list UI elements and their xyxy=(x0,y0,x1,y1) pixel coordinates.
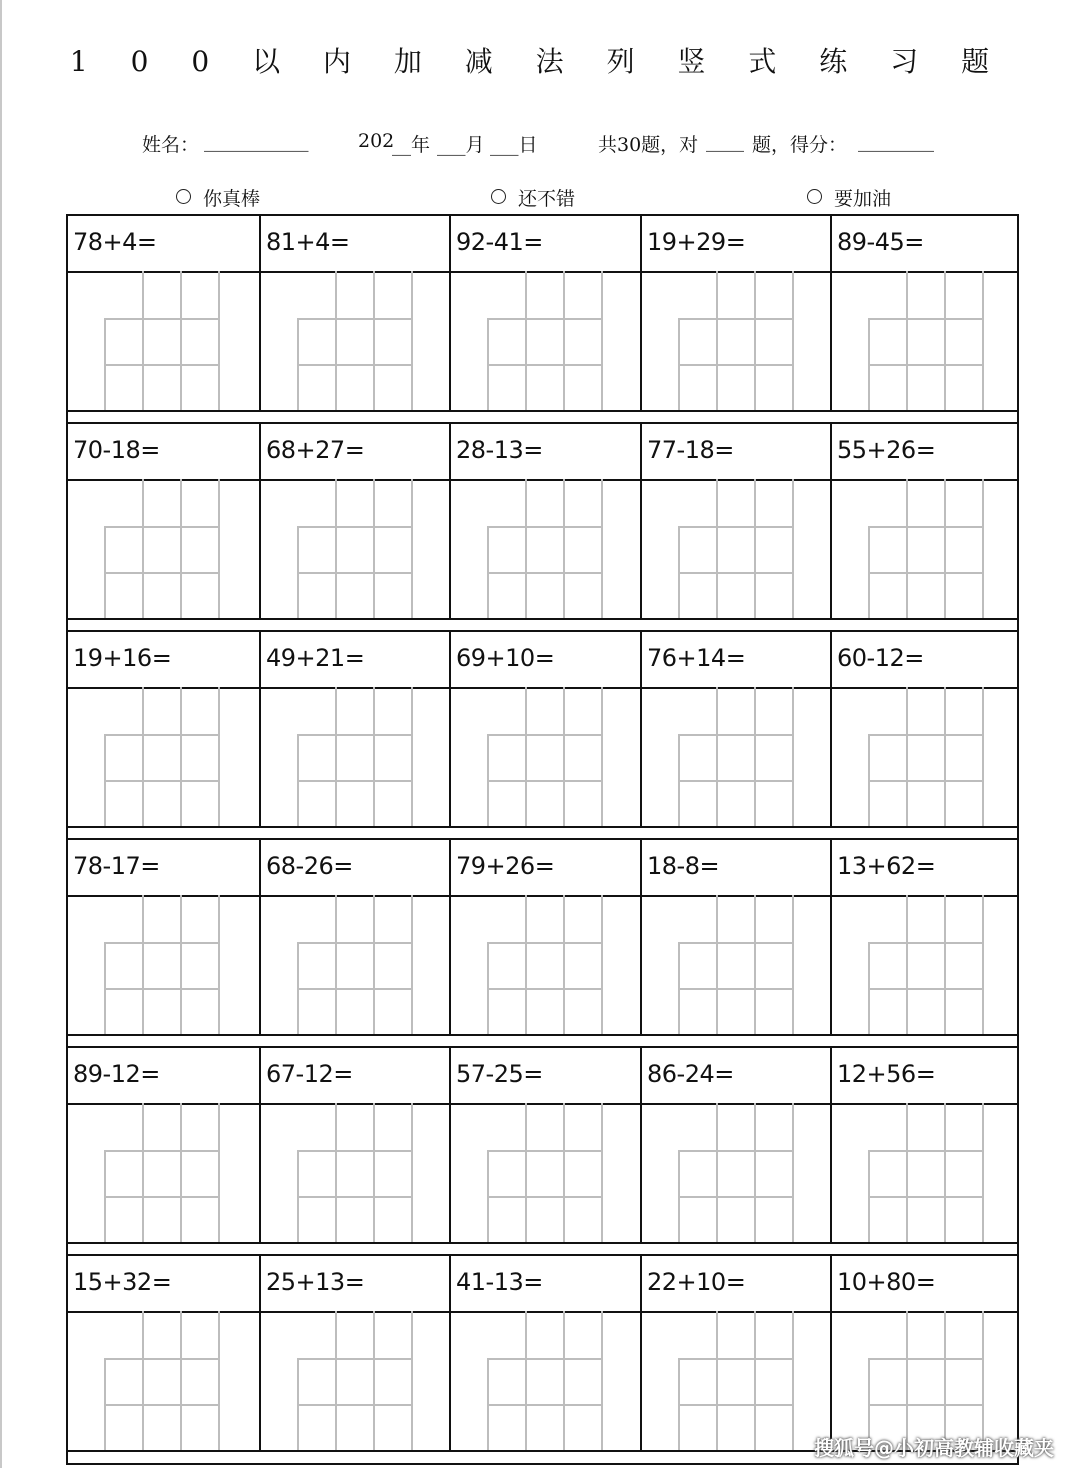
problem-cell xyxy=(640,1048,831,1242)
practice-grid-line xyxy=(487,1404,603,1406)
problem-expression: 28-13= xyxy=(456,436,543,464)
practice-grid-line xyxy=(411,687,413,826)
practice-grid-line xyxy=(487,780,603,782)
practice-grid-line xyxy=(487,1196,603,1198)
practice-grid-line xyxy=(678,572,794,574)
problem-cell xyxy=(830,840,1021,1034)
rating-great xyxy=(176,184,260,211)
practice-grid-line xyxy=(982,1311,984,1450)
practice-grid-line xyxy=(678,364,794,366)
problem-cell xyxy=(449,632,640,826)
practice-grid-line xyxy=(563,271,565,410)
practice-grid-line xyxy=(297,526,413,528)
practice-grid-line xyxy=(944,1103,946,1242)
correct-blank: ____ xyxy=(706,130,744,152)
practice-grid-line xyxy=(754,895,756,1034)
problem-cell xyxy=(68,216,259,410)
practice-grid-line xyxy=(218,687,220,826)
practice-grid-line xyxy=(868,1404,984,1406)
practice-grid-line xyxy=(104,734,220,736)
practice-grid-line xyxy=(982,479,984,618)
block-bottom-rule xyxy=(68,618,1017,620)
rating-try-harder xyxy=(807,184,891,211)
problem-expression: 41-13= xyxy=(456,1268,543,1296)
practice-grid-line xyxy=(218,1311,220,1450)
problem-cell xyxy=(640,216,831,410)
practice-grid-line xyxy=(868,988,984,990)
problem-cell xyxy=(68,632,259,826)
problem-expression: 92-41= xyxy=(456,228,543,256)
problem-cell xyxy=(830,1256,1021,1450)
problem-expression: 78+4= xyxy=(73,228,157,256)
practice-grid-line xyxy=(678,734,794,736)
practice-grid-line xyxy=(180,1103,182,1242)
problem-expression: 10+80= xyxy=(837,1268,936,1296)
practice-grid-line xyxy=(716,479,718,618)
problem-cell xyxy=(830,1048,1021,1242)
problem-cell xyxy=(449,216,640,410)
practice-grid-line xyxy=(411,1311,413,1450)
month-label: ___月 xyxy=(437,134,485,156)
practice-grid-line xyxy=(297,1404,413,1406)
practice-grid-line xyxy=(487,318,603,320)
problem-expression: 79+26= xyxy=(456,852,555,880)
practice-grid-line xyxy=(563,895,565,1034)
practice-grid-line xyxy=(335,895,337,1034)
practice-grid-line xyxy=(601,687,603,826)
problem-cell xyxy=(830,424,1021,618)
practice-grid-line xyxy=(142,1311,144,1450)
practice-grid-line xyxy=(373,1103,375,1242)
practice-grid-line xyxy=(906,1103,908,1242)
practice-grid-line xyxy=(104,318,220,320)
problem-expression: 76+14= xyxy=(647,644,746,672)
circle-icon xyxy=(807,189,822,204)
practice-grid-line xyxy=(180,895,182,1034)
practice-grid-line xyxy=(678,780,794,782)
practice-grid-line xyxy=(678,988,794,990)
practice-grid-line xyxy=(335,687,337,826)
rating-great-label: 你真棒 xyxy=(203,188,261,210)
practice-grid-line xyxy=(218,271,220,410)
practice-grid-line xyxy=(906,895,908,1034)
practice-grid-line xyxy=(944,687,946,826)
practice-grid-line xyxy=(180,1311,182,1450)
problem-cell xyxy=(259,840,450,1034)
problem-block xyxy=(68,632,1017,826)
practice-grid-line xyxy=(868,942,984,944)
circle-icon xyxy=(491,189,506,204)
practice-grid-line xyxy=(525,479,527,618)
practice-grid-line xyxy=(601,1311,603,1450)
practice-grid-line xyxy=(716,687,718,826)
score-blank: ________ xyxy=(858,130,934,152)
problem-cell xyxy=(830,216,1021,410)
problem-block xyxy=(68,1256,1017,1450)
practice-grid-line xyxy=(906,687,908,826)
problem-cell xyxy=(259,216,450,410)
problem-block xyxy=(68,216,1017,410)
practice-grid-line xyxy=(297,780,413,782)
practice-grid-line xyxy=(373,271,375,410)
practice-grid-line xyxy=(142,479,144,618)
practice-grid-line xyxy=(944,1311,946,1450)
practice-grid-line xyxy=(104,526,220,528)
practice-grid-line xyxy=(297,1196,413,1198)
practice-grid-line xyxy=(373,687,375,826)
practice-grid-line xyxy=(868,1150,984,1152)
practice-grid-line xyxy=(525,1103,527,1242)
rating-good-label: 还不错 xyxy=(518,188,576,210)
rating-good xyxy=(491,184,575,211)
problem-block xyxy=(68,424,1017,618)
correct-suffix: 题，得分： xyxy=(752,134,848,156)
practice-grid-line xyxy=(335,479,337,618)
problem-expression: 89-12= xyxy=(73,1060,160,1088)
practice-grid-line xyxy=(297,364,413,366)
practice-grid-line xyxy=(411,1103,413,1242)
practice-grid-line xyxy=(982,271,984,410)
practice-grid-line xyxy=(563,479,565,618)
problem-expression: 18-8= xyxy=(647,852,720,880)
practice-grid-line xyxy=(487,526,603,528)
practice-grid-line xyxy=(563,1103,565,1242)
practice-grid-line xyxy=(142,687,144,826)
practice-grid-line xyxy=(716,895,718,1034)
name-blank: ___________ xyxy=(204,130,309,152)
problem-expression: 49+21= xyxy=(266,644,365,672)
practice-grid-line xyxy=(411,479,413,618)
practice-grid-line xyxy=(792,687,794,826)
problem-expression: 68-26= xyxy=(266,852,353,880)
problem-expression: 19+16= xyxy=(73,644,172,672)
practice-grid-line xyxy=(678,1150,794,1152)
practice-grid-line xyxy=(716,1103,718,1242)
problem-expression: 55+26= xyxy=(837,436,936,464)
practice-grid-line xyxy=(792,1311,794,1450)
practice-grid-line xyxy=(906,1311,908,1450)
practice-grid-line xyxy=(104,1150,220,1152)
problem-cell xyxy=(259,424,450,618)
page-title: 1 0 0 以 内 加 减 法 列 竖 式 练 习 题 xyxy=(69,45,1007,78)
problem-expression: 77-18= xyxy=(647,436,734,464)
practice-grid-line xyxy=(487,734,603,736)
practice-grid-line xyxy=(487,988,603,990)
problem-grid xyxy=(66,214,1019,1465)
practice-grid-line xyxy=(754,271,756,410)
practice-grid-line xyxy=(373,1311,375,1450)
practice-grid-line xyxy=(180,479,182,618)
practice-grid-line xyxy=(678,1404,794,1406)
practice-grid-line xyxy=(754,687,756,826)
watermark: 搜狐号@小初高教辅收藏夹 xyxy=(814,1436,1054,1460)
practice-grid-line xyxy=(868,1196,984,1198)
problem-expression: 12+56= xyxy=(837,1060,936,1088)
practice-grid-line xyxy=(868,780,984,782)
day-label: ___日 xyxy=(490,134,538,156)
practice-grid-line xyxy=(525,1311,527,1450)
problem-cell xyxy=(830,632,1021,826)
practice-grid-line xyxy=(754,1103,756,1242)
practice-grid-line xyxy=(297,988,413,990)
practice-grid-line xyxy=(104,364,220,366)
problem-cell xyxy=(640,424,831,618)
practice-grid-line xyxy=(142,1103,144,1242)
problem-expression: 13+62= xyxy=(837,852,936,880)
total-label: 共30题，对 xyxy=(598,134,699,156)
practice-grid-line xyxy=(525,687,527,826)
problem-expression: 78-17= xyxy=(73,852,160,880)
practice-grid-line xyxy=(716,271,718,410)
problem-expression: 69+10= xyxy=(456,644,555,672)
practice-grid-line xyxy=(411,895,413,1034)
practice-grid-line xyxy=(180,271,182,410)
practice-grid-line xyxy=(944,479,946,618)
practice-grid-line xyxy=(525,271,527,410)
practice-grid-line xyxy=(792,895,794,1034)
practice-grid-line xyxy=(487,1358,603,1360)
problem-block xyxy=(68,1048,1017,1242)
practice-grid-line xyxy=(218,1103,220,1242)
practice-grid-line xyxy=(868,526,984,528)
practice-grid-line xyxy=(601,895,603,1034)
practice-grid-line xyxy=(104,942,220,944)
problem-expression: 15+32= xyxy=(73,1268,172,1296)
rating-try-harder-label: 要加油 xyxy=(834,188,892,210)
problem-expression: 70-18= xyxy=(73,436,160,464)
problem-cell xyxy=(68,1048,259,1242)
practice-grid-line xyxy=(297,1150,413,1152)
practice-grid-line xyxy=(104,780,220,782)
practice-grid-line xyxy=(792,271,794,410)
practice-grid-line xyxy=(142,895,144,1034)
problem-cell xyxy=(449,424,640,618)
practice-grid-line xyxy=(525,895,527,1034)
practice-grid-line xyxy=(411,271,413,410)
practice-grid-line xyxy=(563,1311,565,1450)
problem-expression: 86-24= xyxy=(647,1060,734,1088)
practice-grid-line xyxy=(868,572,984,574)
year-label: __年 xyxy=(392,134,431,156)
practice-grid-line xyxy=(601,271,603,410)
problem-cell xyxy=(259,632,450,826)
practice-grid-line xyxy=(142,271,144,410)
practice-grid-line xyxy=(297,318,413,320)
practice-grid-line xyxy=(754,479,756,618)
practice-grid-line xyxy=(868,1358,984,1360)
practice-grid-line xyxy=(868,364,984,366)
year-prefix: 202 xyxy=(358,130,395,152)
problem-expression: 19+29= xyxy=(647,228,746,256)
practice-grid-line xyxy=(944,895,946,1034)
practice-grid-line xyxy=(487,942,603,944)
practice-grid-line xyxy=(678,1358,794,1360)
practice-grid-line xyxy=(373,895,375,1034)
practice-grid-line xyxy=(104,1358,220,1360)
practice-grid-line xyxy=(868,318,984,320)
practice-grid-line xyxy=(297,572,413,574)
practice-grid-line xyxy=(104,988,220,990)
problem-cell xyxy=(640,840,831,1034)
practice-grid-line xyxy=(104,1196,220,1198)
problem-cell xyxy=(640,1256,831,1450)
practice-grid-line xyxy=(373,479,375,618)
practice-grid-line xyxy=(335,271,337,410)
problem-expression: 89-45= xyxy=(837,228,924,256)
problem-cell xyxy=(449,1048,640,1242)
practice-grid-line xyxy=(982,1103,984,1242)
practice-grid-line xyxy=(906,479,908,618)
practice-grid-line xyxy=(218,479,220,618)
practice-grid-line xyxy=(678,318,794,320)
practice-grid-line xyxy=(906,271,908,410)
block-bottom-rule xyxy=(68,1242,1017,1244)
practice-grid-line xyxy=(563,687,565,826)
problem-expression: 60-12= xyxy=(837,644,924,672)
name-label: 姓名： xyxy=(142,134,200,156)
problem-expression: 67-12= xyxy=(266,1060,353,1088)
practice-grid-line xyxy=(716,1311,718,1450)
practice-grid-line xyxy=(982,895,984,1034)
problem-expression: 68+27= xyxy=(266,436,365,464)
circle-icon xyxy=(176,189,191,204)
block-bottom-rule xyxy=(68,410,1017,412)
practice-grid-line xyxy=(944,271,946,410)
problem-expression: 25+13= xyxy=(266,1268,365,1296)
practice-grid-line xyxy=(104,572,220,574)
practice-grid-line xyxy=(180,687,182,826)
practice-grid-line xyxy=(487,1150,603,1152)
practice-grid-line xyxy=(335,1311,337,1450)
problem-cell xyxy=(259,1256,450,1450)
practice-grid-line xyxy=(297,942,413,944)
practice-grid-line xyxy=(218,895,220,1034)
practice-grid-line xyxy=(601,479,603,618)
problem-block xyxy=(68,840,1017,1034)
problem-expression: 22+10= xyxy=(647,1268,746,1296)
practice-grid-line xyxy=(868,734,984,736)
problem-cell xyxy=(68,424,259,618)
practice-grid-line xyxy=(678,1196,794,1198)
problem-cell xyxy=(68,1256,259,1450)
block-bottom-rule xyxy=(68,1034,1017,1036)
practice-grid-line xyxy=(297,734,413,736)
problem-cell xyxy=(68,840,259,1034)
practice-grid-line xyxy=(982,687,984,826)
practice-grid-line xyxy=(487,364,603,366)
practice-grid-line xyxy=(792,1103,794,1242)
practice-grid-line xyxy=(335,1103,337,1242)
practice-grid-line xyxy=(792,479,794,618)
problem-expression: 57-25= xyxy=(456,1060,543,1088)
problem-cell xyxy=(640,632,831,826)
problem-cell xyxy=(449,1256,640,1450)
problem-cell xyxy=(449,840,640,1034)
practice-grid-line xyxy=(754,1311,756,1450)
practice-grid-line xyxy=(678,526,794,528)
problem-expression: 81+4= xyxy=(266,228,350,256)
practice-grid-line xyxy=(104,1404,220,1406)
practice-grid-line xyxy=(601,1103,603,1242)
practice-grid-line xyxy=(297,1358,413,1360)
practice-grid-line xyxy=(487,572,603,574)
page-left-edge xyxy=(0,0,2,1468)
block-bottom-rule xyxy=(68,826,1017,828)
practice-grid-line xyxy=(678,942,794,944)
problem-cell xyxy=(259,1048,450,1242)
